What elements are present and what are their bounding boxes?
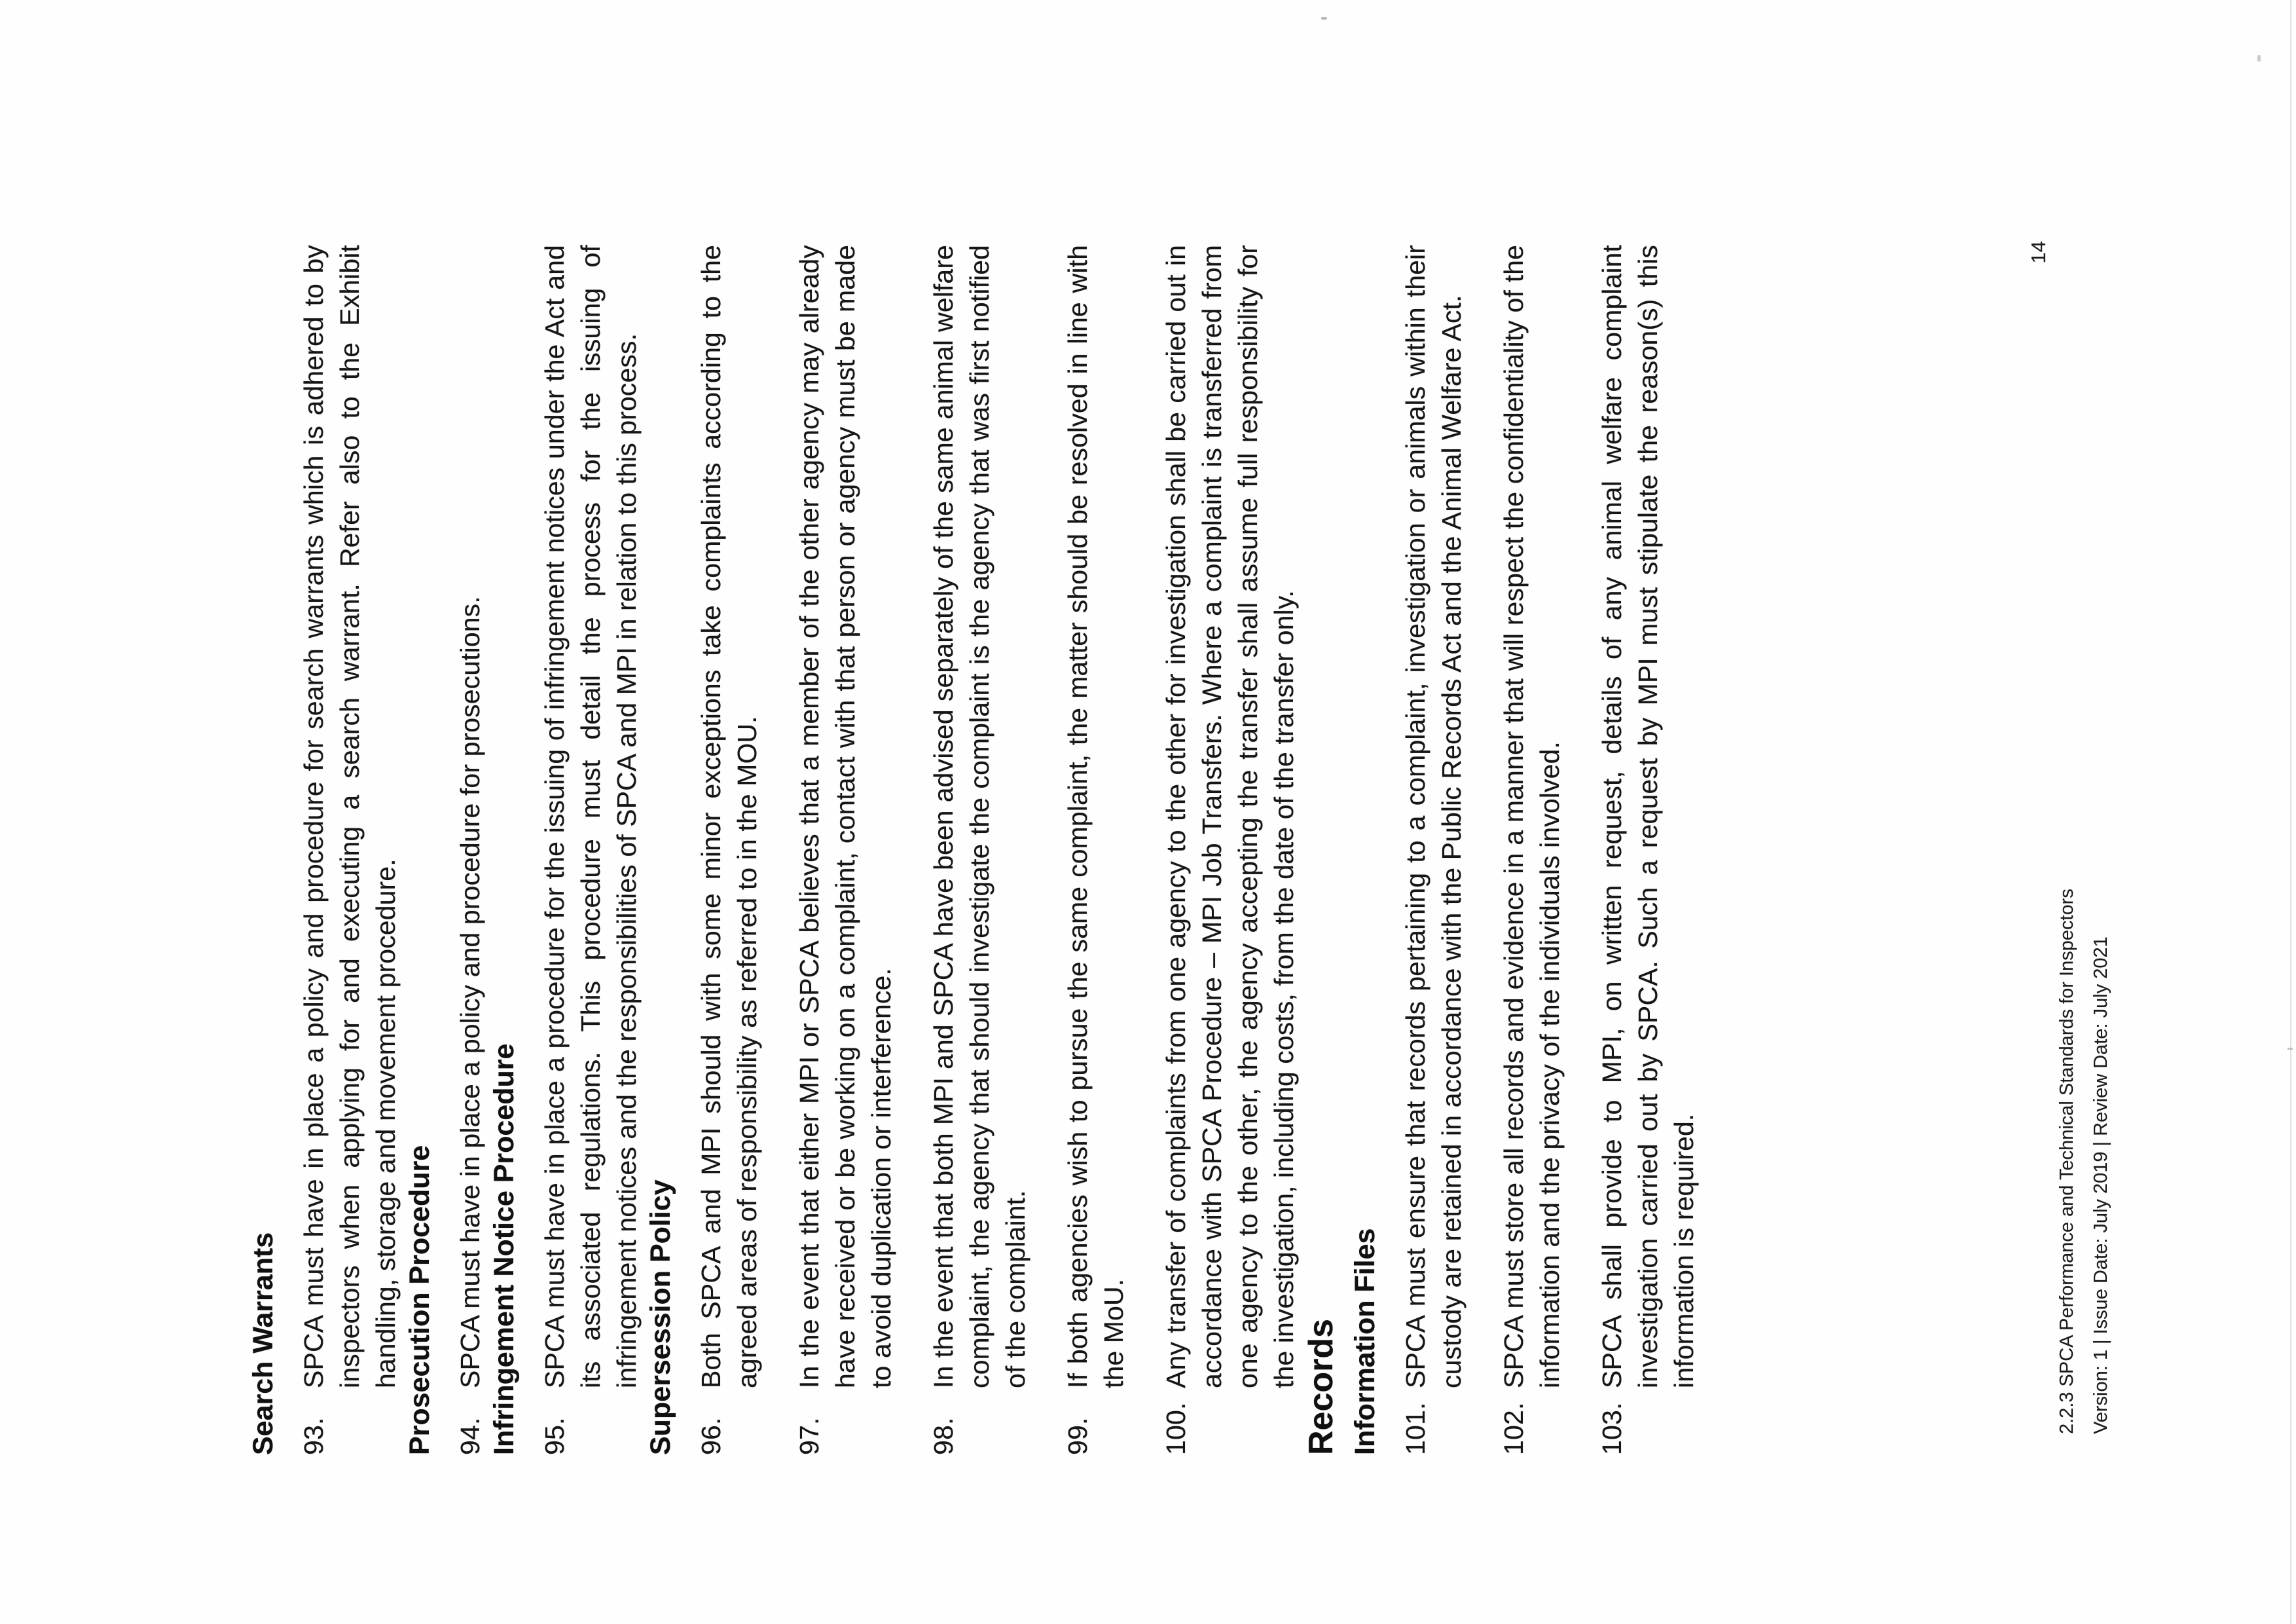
numbered-item-100 (1158, 245, 1302, 1455)
section-heading-search-warrants: Search Warrants (247, 1232, 279, 1455)
scan-edge-artifact (2290, 0, 2291, 1624)
item-text: If both agencies wish to pursue the same complaint, the matter should be resolved in line with the MoU. (1063, 245, 1129, 1388)
item-text: In the event that either MPI or SPCA believes that a member of the other agency may already have received or be working on a complaint, contact with that person or agency must be made to avoid duplication or interference. (794, 245, 896, 1388)
numbered-item-97 (792, 245, 900, 1455)
item-number: 93. (299, 1417, 329, 1455)
numbered-item-94 (452, 245, 488, 1455)
page-number: 14 (2027, 241, 2050, 264)
item-text: Both SPCA and MPI should with some minor exceptions take complaints according to the agreed areas of responsibility as referred to in the MOU. (696, 245, 762, 1388)
item-text: SPCA must have in place a policy and procedure for search warrants which is adhered to by inspectors when applying for and executing a search warrant. Refer also to the Exhibit handling, storage and movement procedure. (299, 245, 401, 1388)
numbered-item-95 (537, 245, 645, 1455)
numbered-item-96 (693, 245, 765, 1455)
numbered-item-103 (1594, 245, 1702, 1455)
item-number: 102. (1499, 1402, 1529, 1455)
item-text: Any transfer of complaints from one agency to the other for investigation shall be carried out in accordance with SPCA Procedure – MPI Job Transfers. Where a complaint is transferred from one agency to the other, the agency accepting the transfer shall assume full responsibility for the investigation, including costs, from the date of the transfer only. (1161, 245, 1299, 1388)
numbered-item-101 (1398, 245, 1470, 1455)
item-number: 103. (1597, 1402, 1627, 1455)
numbered-item-98 (926, 245, 1034, 1455)
item-number: 100. (1161, 1402, 1191, 1455)
scan-speck-artifact (1321, 17, 1327, 20)
numbered-item-102 (1496, 245, 1568, 1455)
item-text: In the event that both MPI and SPCA have been advised separately of the same animal welfare complaint, the agency that should investigate the complaint is the agency that was first notified of the complaint. (928, 245, 1030, 1388)
item-number: 98. (928, 1417, 958, 1455)
section-heading-supersession-policy: Supersession Policy (645, 1179, 676, 1455)
numbered-item-99 (1060, 245, 1132, 1455)
footer-version-info: Version: 1 | Issue Date: July 2019 | Review Date: July 2021 (2090, 936, 2111, 1434)
numbered-item-93 (296, 245, 404, 1455)
item-text: SPCA must store all records and evidence in a manner that will respect the confidentiality of the information and the privacy of the individuals involved. (1499, 245, 1565, 1388)
item-text: SPCA shall provide to MPI, on written request, details of any animal welfare complaint investigation carried out by SPCA. Such a request by MPI must stipulate the reason(s) this information is required. (1597, 245, 1699, 1388)
item-number: 94. (455, 1417, 485, 1455)
item-text: SPCA must ensure that records pertaining to a complaint, investigation or animals within their custody are retained in accordance with the Public Records Act and the Animal Welfare Act. (1400, 245, 1467, 1388)
document-content (247, 245, 1702, 1455)
subsection-heading-information-files: Information Files (1349, 1228, 1381, 1455)
item-number: 99. (1063, 1417, 1093, 1455)
item-number: 101. (1400, 1402, 1430, 1455)
scan-speck-artifact (2287, 1048, 2293, 1050)
footer-document-title: 2.2.3 SPCA Performance and Technical Standards for Inspectors (2056, 889, 2077, 1434)
section-heading-records: Records (1302, 1318, 1340, 1455)
scan-speck-artifact (2257, 55, 2261, 62)
item-number: 97. (794, 1417, 824, 1455)
section-heading-infringement-notice-procedure: Infringement Notice Procedure (488, 1043, 520, 1455)
item-text: SPCA must have in place a policy and procedure for prosecutions. (455, 596, 485, 1388)
section-heading-prosecution-procedure: Prosecution Procedure (404, 1145, 435, 1455)
item-text: SPCA must have in place a procedure for the issuing of infringement notices under the Act and its associated regulations. This procedure must detail the process for the issuing of infringement notices and the responsibilities of SPCA and MPI in relation to this process. (539, 245, 642, 1388)
item-number: 95. (539, 1417, 570, 1455)
item-number: 96. (696, 1417, 726, 1455)
